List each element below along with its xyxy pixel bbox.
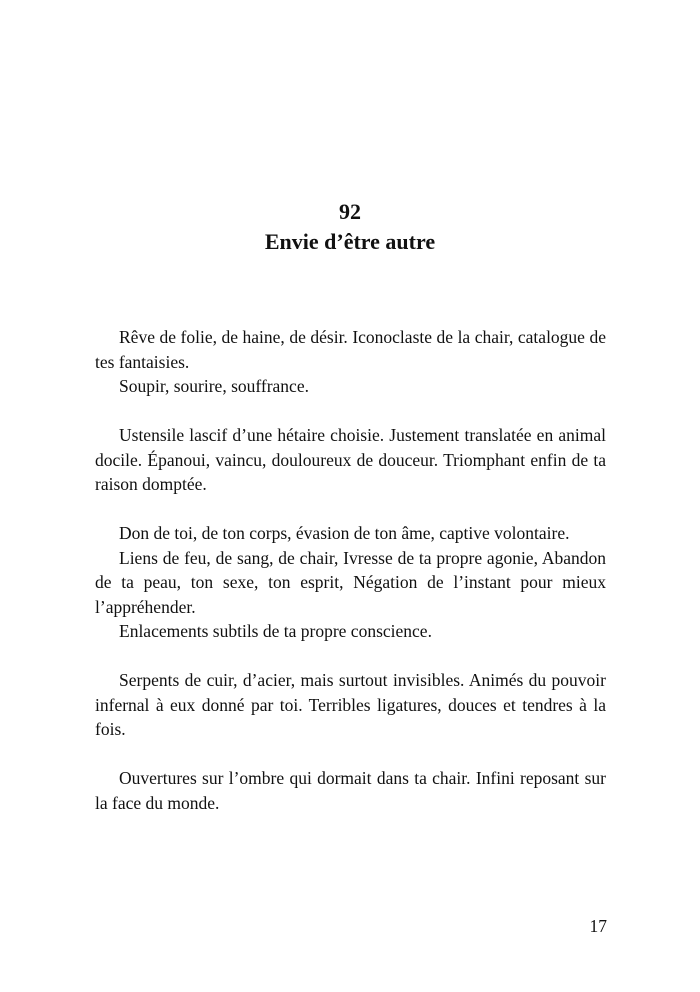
paragraph: Enlacements subtils de ta propre conscience. [119,621,432,641]
chapter-number: 92 [339,199,361,224]
paragraph: Don de toi, de ton corps, évasion de ton âme, captive volontaire. [119,523,570,543]
paragraph: Soupir, sourire, souffrance. [119,376,309,396]
stanza-4 [95,668,606,742]
stanza-2 [95,423,606,497]
stanza-1 [95,325,606,399]
paragraph: Ouvertures sur l’ombre qui dormait dans ta chair. Infini reposant sur la face du monde. [95,768,606,813]
paragraph: Ustensile lascif d’une hétaire choisie. Justement translatée en animal docile. Épanoui, vaincu, douloureux de douceur. Triomphant enfin de ta raison domptée. [95,425,606,494]
paragraph: Liens de feu, de sang, de chair, Ivresse de ta propre agonie, Abandon de ta peau, ton sexe, ton esprit, Négation de l’instant pour mieux l’appréhender. [95,547,606,617]
stanza-3 [95,521,606,644]
paragraph: Serpents de cuir, d’acier, mais surtout invisibles. Animés du pouvoir infernal à eux donné par toi. Terribles ligatures, douces et tendres à la fois. [95,670,606,739]
paragraph: Rêve de folie, de haine, de désir. Iconoclaste de la chair, catalogue de tes fantaisies. [95,327,606,372]
chapter-title: Envie d’être autre [264,229,436,254]
page-number: 17 [589,916,607,936]
stanza-5 [95,766,606,815]
poem-body [95,325,606,840]
